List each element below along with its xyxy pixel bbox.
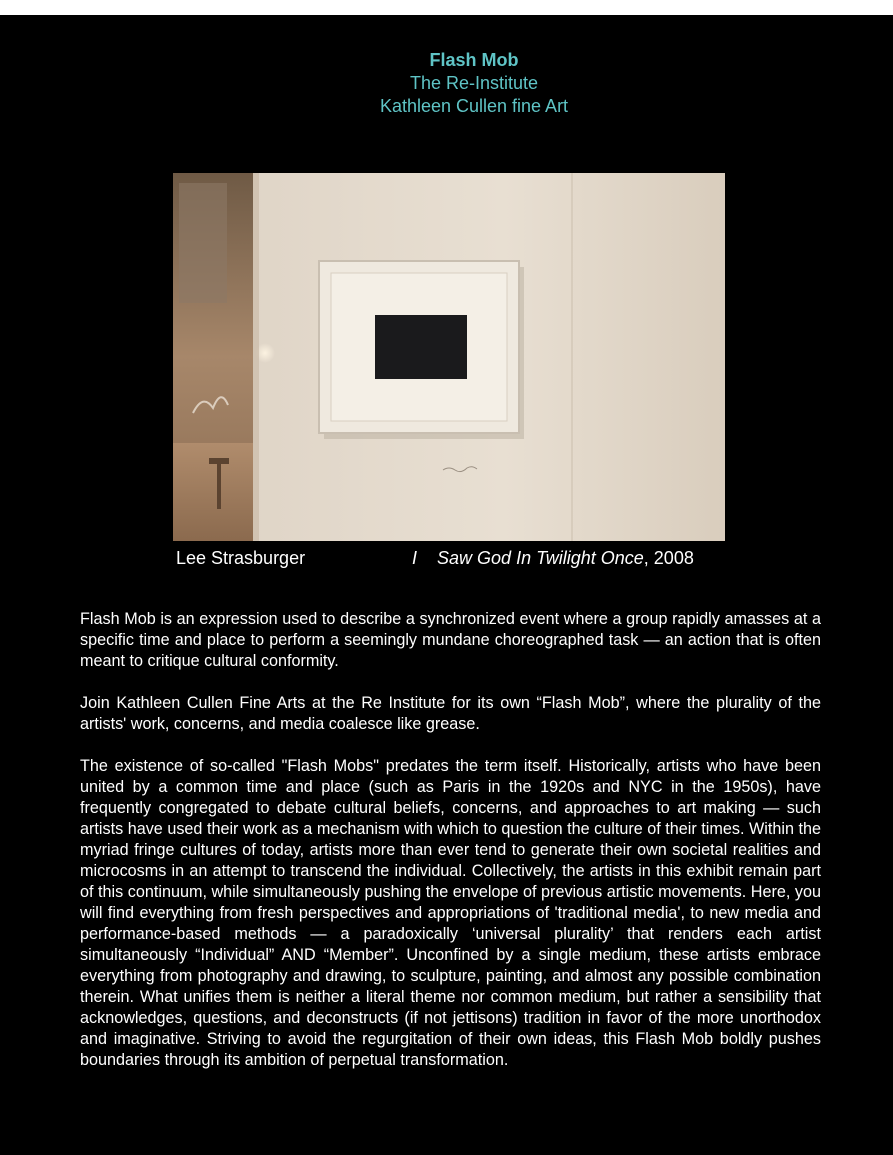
artwork-artist: Lee Strasburger — [176, 548, 306, 568]
paragraph-flash-mob-definition: Flash Mob is an expression used to describe a synchronized event where a group rapidly amasses at a specific time and place to perform a seemingly mundane choreographed task — an action that is often meant to critique cultural conformity. — [80, 610, 821, 670]
exhibition-title: Flash Mob — [429, 50, 519, 70]
artwork-photo — [173, 173, 725, 541]
exhibition-description — [80, 609, 821, 1092]
venue-name: The Re-Institute — [409, 73, 539, 93]
paragraph-invitation: Join Kathleen Cullen Fine Arts at the Re Institute for its own “Flash Mob”, where the plurality of the artists' work, concerns, and media coalesce like grease. — [80, 694, 821, 733]
page — [0, 15, 893, 1155]
artwork-caption — [412, 548, 694, 569]
artwork-title: Saw God In Twilight Once — [437, 548, 644, 568]
artwork-year: , 2008 — [643, 548, 694, 568]
artwork-title-prefix: I — [412, 548, 418, 568]
gallery-name: Kathleen Cullen fine Art — [379, 96, 569, 116]
paragraph-history: The existence of so-called "Flash Mobs" predates the term itself. Historically, artists who have been united by a common time and place (such as Paris in the 1920s and NYC in the 1950s), have frequently congregated to debate cultural beliefs, concerns, and approaches to art making — such artists have used their work as a mechanism with which to question the culture of their times. Within the myriad fringe cultures of today, artists more than ever tend to generate their own societal realities and microcosms in an attempt to transcend the individual. Collectively, the artists in this exhibit remain part of this continuum, while simultaneously pushing the envelope of previous artistic movements. Here, you will find everything from fresh perspectives and appropriations of 'traditional media', to new media and performance-based methods — a paradoxically ‘universal plurality’ that renders each artist simultaneously “Individual” AND “Member”. Unconfined by a single medium, these artists embrace everything from photography and drawing, to sculpture, painting, and almost any possible combination therein. What unifies them is neither a literal theme nor common medium, but rather a sensibility that acknowledges, questions, and deconstructs (if not jettisons) tradition in favor of the more unorthodox and imaginative. Striving to avoid the regurgitation of their own ideas, this Flash Mob boldly pushes boundaries through its ambition of perpetual transformation. — [80, 757, 821, 1069]
page-header — [0, 49, 893, 118]
